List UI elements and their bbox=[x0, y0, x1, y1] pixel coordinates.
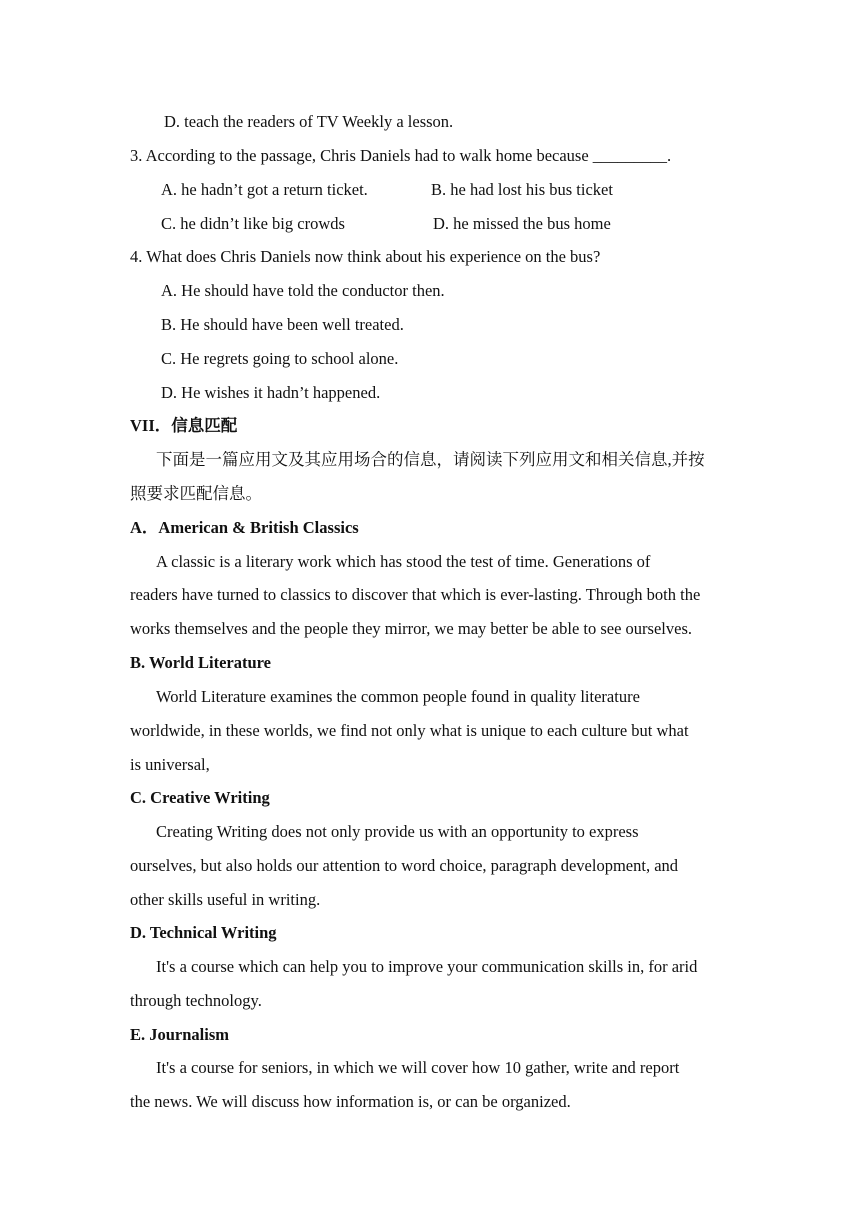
course-c-title: C. Creative Writing bbox=[130, 788, 270, 807]
q4-question: 4. What does Chris Daniels now think about his experience on the bus? bbox=[130, 247, 601, 266]
section-intro-line2: 照要求匹配信息。 bbox=[130, 484, 262, 503]
section-heading: VII．信息匹配 bbox=[130, 416, 238, 435]
q3-option-a: A. he hadn’t got a return ticket. bbox=[161, 180, 368, 199]
course-e-line: It's a course for seniors, in which we will cover how 10 gather, write and report bbox=[156, 1058, 680, 1077]
q4-option-d: D. He wishes it hadn’t happened. bbox=[161, 383, 381, 402]
q4-option-c: C. He regrets going to school alone. bbox=[161, 349, 399, 368]
q3-option-b: B. he had lost his bus ticket bbox=[431, 180, 613, 199]
q4-option-b: B. He should have been well treated. bbox=[161, 315, 404, 334]
q2-option-d: D. teach the readers of TV Weekly a lesson. bbox=[164, 112, 454, 131]
q3-question: 3. According to the passage, Chris Daniels had to walk home because _________. bbox=[130, 146, 672, 165]
course-a-line: A classic is a literary work which has stood the test of time. Generations of bbox=[156, 552, 651, 571]
q3-option-c: C. he didn’t like big crowds bbox=[161, 214, 345, 233]
course-d-line: through technology. bbox=[130, 991, 262, 1010]
course-c-line: Creating Writing does not only provide us with an opportunity to express bbox=[156, 822, 639, 841]
course-a-line: readers have turned to classics to discover that which is ever-lasting. Through both the bbox=[130, 585, 701, 604]
course-d-line: It's a course which can help you to improve your communication skills in, for arid bbox=[156, 957, 698, 976]
course-b-line: is universal, bbox=[130, 755, 210, 774]
course-e-title: E. Journalism bbox=[130, 1025, 230, 1044]
course-a-title: A．American & British Classics bbox=[130, 518, 359, 537]
course-e-line: the news. We will discuss how information is, or can be organized. bbox=[130, 1092, 571, 1111]
q4-option-a: A. He should have told the conductor then. bbox=[161, 281, 445, 300]
section-intro-line1: 下面是一篇应用文及其应用场合的信息，请阅读下列应用文和相关信息,并按 bbox=[156, 450, 705, 469]
course-b-title: B. World Literature bbox=[130, 653, 272, 672]
course-d-title: D. Technical Writing bbox=[130, 923, 277, 942]
q3-option-d: D. he missed the bus home bbox=[433, 214, 611, 233]
course-c-line: ourselves, but also holds our attention to word choice, paragraph development, and bbox=[130, 856, 679, 875]
course-b-line: World Literature examines the common people found in quality literature bbox=[156, 687, 640, 706]
course-b-line: worldwide, in these worlds, we find not only what is unique to each culture but what bbox=[130, 721, 689, 740]
course-c-line: other skills useful in writing. bbox=[130, 890, 321, 909]
course-a-line: works themselves and the people they mirror, we may better be able to see ourselves. bbox=[130, 619, 692, 638]
